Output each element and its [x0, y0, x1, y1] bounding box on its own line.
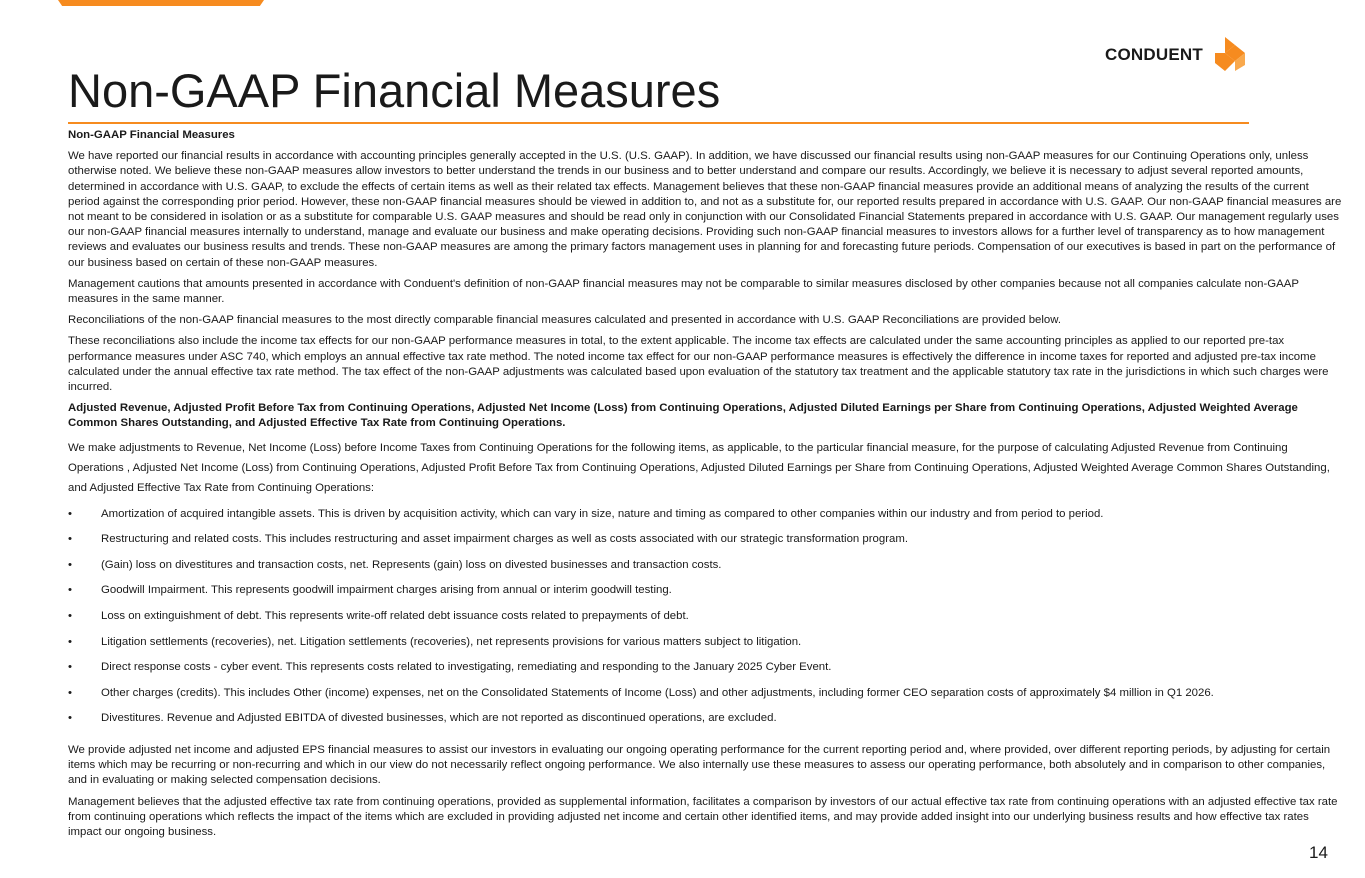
title-divider: [68, 122, 1249, 124]
list-item: [68, 609, 1342, 635]
section-heading-non-gaap: Non-GAAP Financial Measures: [68, 129, 235, 141]
conduent-logo: [1105, 34, 1255, 76]
bullet-icon: •: [68, 686, 72, 699]
page-title: Non-GAAP Financial Measures: [68, 64, 721, 117]
bullet-icon: •: [68, 712, 72, 725]
paragraph-tax-effects: These reconciliations also include the income tax effects for our non-GAAP performance measures in total, to the extent applicable. The income tax effects are calculated under the same accounting principles as applied to our reported pre-tax performance measures under ASC 740, which employs an annual effective tax rate method. The noted income tax effect for our non-GAAP performance measures is effectively the difference in income taxes for reported and adjusted pre-tax income calculated under the annual effective tax rate method. The tax effect of the non-GAAP adjustments was calculated based upon evaluation of the statutory tax treatment and the applicable statutory tax rate in the jurisdictions in which such charges were incurred.: [68, 335, 1329, 394]
list-item-text: Litigation settlements (recoveries), net. Litigation settlements (recoveries), net represents provisions for various matters subject to litigation.: [101, 635, 802, 648]
list-item: [68, 635, 1342, 661]
top-accent-bar: [58, 0, 264, 6]
adjustment-list: [68, 507, 1342, 737]
list-item-text: Direct response costs - cyber event. This represents costs related to investigating, remediating and responding to the January 2025 Cyber Event.: [101, 661, 832, 674]
paragraph-intro: We have reported our financial results in accordance with accounting principles generally accepted in the U.S. (U.S. GAAP). In addition, we have discussed our financial results using non-GAAP measures for our Continuing Operations only, unless otherwise noted. We believe these non-GAAP measures allow investors to better understand the trends in our business and to better understand and compare our results. Accordingly, we believe it is necessary to adjust several reported amounts, determined in accordance with U.S. GAAP, to exclude the effects of certain items as well as their related tax effects. Management believes that these non-GAAP financial measures provide an additional means of analyzing the results of the current period against the corresponding prior period. However, these non-GAAP financial measures should be viewed in addition to, and not as a substitute for, our reported results prepared in accordance with U.S. GAAP. Our non-GAAP financial measures are not meant to be considered in isolation or as a substitute for comparable U.S. GAAP measures and should be read only in conjunction with our Consolidated Financial Statements prepared in accordance with U.S. GAAP. Our management regularly uses our non-GAAP financial measures internally to understand, manage and evaluate our business and make operating decisions. Providing such non-GAAP financial measures to investors allows for a further level of transparency as to how management reviews and evaluates our business results and trends. These non-GAAP measures are among the primary factors management uses in planning for and forecasting future periods. Compensation of our executives is based in part on the performance of our business based on certain of these non-GAAP measures.: [68, 150, 1342, 269]
list-item-text: (Gain) loss on divestitures and transaction costs, net. Represents (gain) loss on divested businesses and transaction costs.: [101, 558, 722, 571]
paragraph-adjustments: We make adjustments to Revenue, Net Income (Loss) before Income Taxes from Continuing Operations for the following items, as applicable, to the particular financial measure, for the purpose of calculating Adjusted Revenue from Continuing Operations , Adjusted Net Income (Loss) from Continuing Operations, Adjusted Profit Before Tax from Continuing Operations, Adjusted Diluted Earnings per Share from Continuing Operations, Adjusted Weighted Average Common Shares Outstanding, and Adjusted Effective Tax Rate from Continuing Operations:: [68, 441, 1330, 495]
list-item-text: Other charges (credits). This includes Other (income) expenses, net on the Consolidated Statements of Income (Loss) and other adjustments, including former CEO separation costs of approximately $4 million in Q1 2026.: [101, 686, 1214, 699]
bullet-icon: •: [68, 609, 72, 622]
logo-wordmark: CONDUENT: [1105, 45, 1203, 64]
paragraph-reconciliations: Reconciliations of the non-GAAP financial measures to the most directly comparable financial measures calculated and presented in accordance with U.S. GAAP Reconciliations are provided below.: [68, 314, 1061, 327]
bullet-icon: •: [68, 661, 72, 674]
content-body: [68, 128, 1342, 846]
list-item-text: Divestitures. Revenue and Adjusted EBITDA of divested businesses, which are not reported as discontinued operations, are excluded.: [101, 712, 777, 725]
paragraph-effective-tax-rate: Management believes that the adjusted effective tax rate from continuing operations, provided as supplemental information, facilitates a comparison by investors of our actual effective tax rate from continuing operations with an adjusted effective tax rate from continuing operations which reflects the impact of the items which are excluded in providing adjusted net income and certain other identified items, and may provide added insight into our underlying business results and how effective tax rates impact our ongoing business.: [68, 795, 1338, 838]
list-item-text: Restructuring and related costs. This includes restructuring and asset impairment charges as well as costs associated with our strategic transformation program.: [101, 533, 908, 546]
page-number: 14: [1309, 843, 1328, 862]
list-item: [68, 660, 1342, 686]
paragraph-caution: Management cautions that amounts presented in accordance with Conduent's definition of non-GAAP financial measures may not be comparable to similar measures disclosed by other companies because not all companies calculate non-GAAP measures in the same manner.: [68, 277, 1299, 306]
section-heading-adjusted-measures: Adjusted Revenue, Adjusted Profit Before Tax from Continuing Operations, Adjusted Net Income (Loss) from Continuing Operations, Adjusted Diluted Earnings per Share from Continuing Operations, Adjusted Weighted Average Common Shares Outstanding, and Adjusted Effective Tax Rate from Continuing Operations.: [68, 402, 1298, 430]
list-item-text: Amortization of acquired intangible assets. This is driven by acquisition activity, which can vary in size, nature and timing as compared to other companies within our industry and from period to period.: [101, 507, 1104, 520]
list-item: [68, 507, 1342, 533]
list-item: [68, 558, 1342, 584]
list-item: [68, 686, 1342, 712]
paragraph-adjusted-eps: We provide adjusted net income and adjusted EPS financial measures to assist our investors in evaluating our ongoing operating performance for the current reporting period and, where provided, over different reporting periods, by adjusting for certain items which may be recurring or non-recurring and which in our view do not necessarily reflect ongoing performance. We also internally use these measures to assess our operating performance, both absolutely and in comparison to other companies, and in evaluating or making selected compensation decisions.: [68, 743, 1331, 787]
list-item-text: Goodwill Impairment. This represents goodwill impairment charges arising from annual or interim goodwill testing.: [101, 584, 672, 597]
bullet-icon: •: [68, 558, 72, 571]
bullet-icon: •: [68, 507, 72, 520]
bullet-icon: •: [68, 584, 72, 597]
bullet-icon: •: [68, 635, 72, 648]
list-item: [68, 583, 1342, 609]
list-item-text: Loss on extinguishment of debt. This represents write-off related debt issuance costs related to prepayments of debt.: [101, 609, 689, 622]
conduent-mark-icon: [1209, 35, 1249, 75]
list-item: [68, 711, 1342, 737]
bullet-icon: •: [68, 533, 72, 546]
list-item: [68, 532, 1342, 558]
